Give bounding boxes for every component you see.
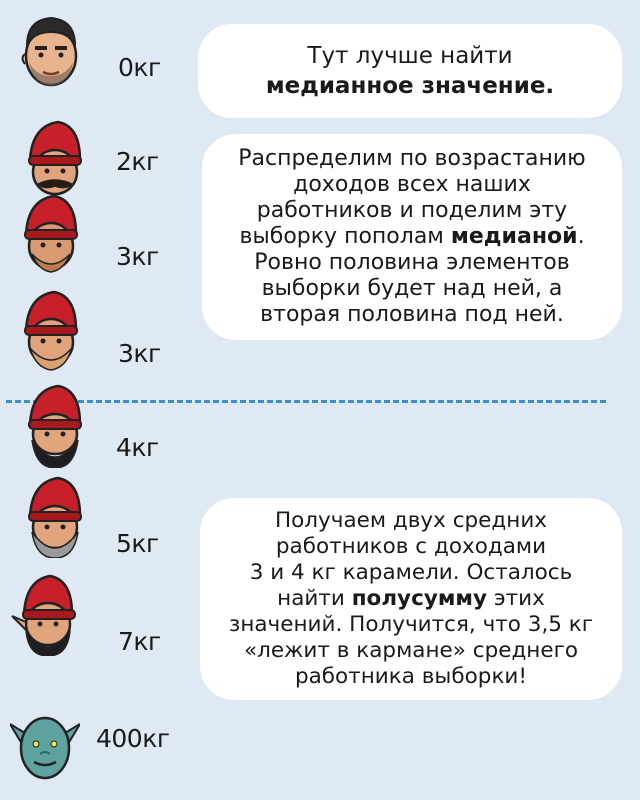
bubble-text: «лежит в кармане» среднего — [243, 638, 579, 663]
weight-label: 7кг — [118, 627, 161, 656]
bubble-text: найти — [277, 586, 352, 611]
weight-label: 5кг — [116, 529, 159, 558]
bubble-text: выборку пополам — [239, 224, 451, 249]
bubble-text: доходов всех наших — [293, 172, 531, 197]
gnome-avatar-4 — [20, 384, 90, 468]
bubble-text: . — [577, 224, 585, 249]
human-avatar — [16, 8, 86, 92]
gnome-avatar-2 — [16, 192, 86, 276]
bubble-text: работников и поделим эту — [256, 198, 568, 223]
weight-label: 3кг — [118, 339, 161, 368]
gnome-avatar-5 — [20, 474, 90, 558]
bubble-text: 3 и 4 кг карамели. Осталось — [249, 560, 573, 585]
bubble-text-bold: полусумму — [351, 586, 487, 611]
speech-bubble-intro — [198, 24, 622, 118]
bubble-text-line — [212, 586, 610, 612]
bubble-text-bold: медианой — [450, 224, 578, 249]
bubble-text: Ровно половина элементов — [254, 250, 570, 275]
bubble-text: Распределим по возрастанию — [238, 146, 586, 171]
weight-label: 400кг — [96, 724, 170, 753]
gnome-avatar-6 — [10, 572, 80, 656]
troll-avatar — [10, 706, 80, 790]
bubble-text: значений. Получится, что 3,5 кг — [228, 612, 594, 637]
median-divider — [6, 400, 606, 403]
bubble-text-bold: медианное значение. — [265, 73, 555, 99]
gnome-avatar-1 — [20, 118, 90, 202]
weight-label: 4кг — [116, 433, 159, 462]
gnome-avatar-3 — [16, 288, 86, 372]
speech-bubble-median — [202, 134, 622, 340]
weight-label: 2кг — [116, 147, 159, 176]
bubble-text: работника выборки! — [294, 664, 528, 689]
bubble-text-line — [214, 224, 610, 250]
weight-label: 3кг — [116, 242, 159, 271]
bubble-text: вторая половина под ней. — [260, 302, 564, 327]
weight-label: 0кг — [118, 53, 161, 82]
bubble-text: выборки будет над ней, а — [261, 276, 563, 301]
bubble-text: Тут лучше найти — [307, 43, 513, 69]
bubble-text: Получаем двух средних — [274, 508, 548, 533]
bubble-text: работников с доходами — [275, 534, 547, 559]
bubble-text: этих — [487, 586, 545, 611]
speech-bubble-result — [200, 498, 622, 700]
